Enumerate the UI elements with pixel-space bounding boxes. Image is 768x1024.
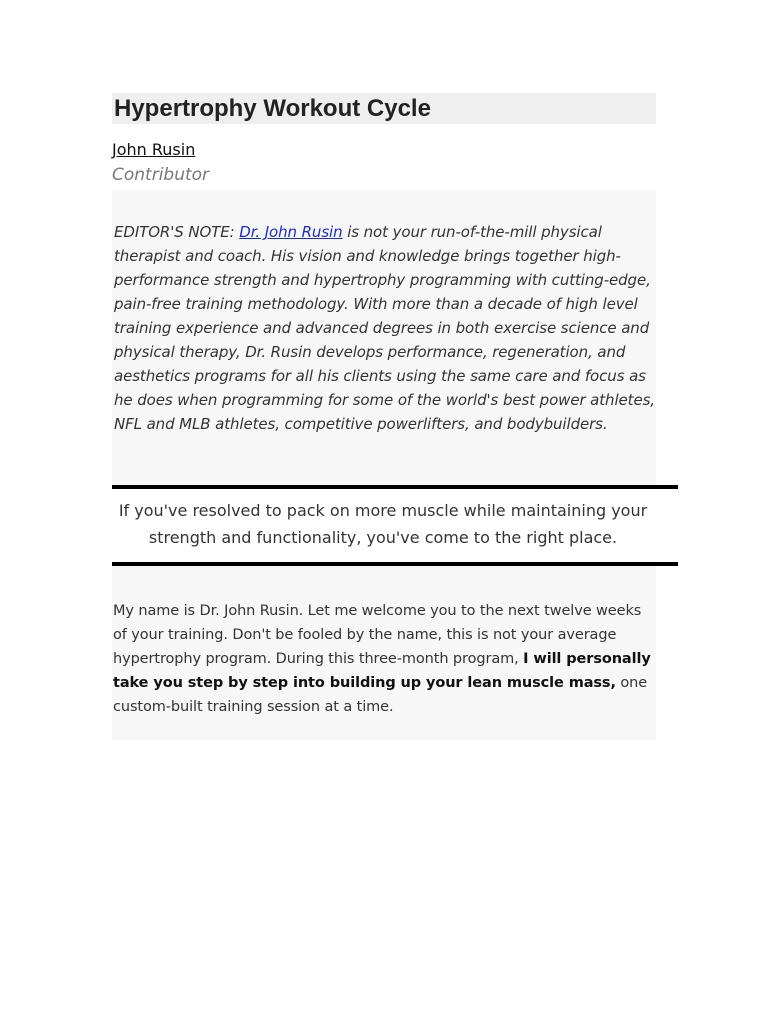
intro-line: My name is Dr. John Rusin. Let me welcome you to the next twelve weeks: [113, 603, 642, 619]
intro-line: custom-built training session at a time.: [113, 699, 394, 715]
intro-text: one: [620, 675, 648, 691]
editor-note-line: performance strength and hypertrophy programming with cutting-edge,: [114, 271, 651, 289]
editor-note-line: training experience and advanced degrees in both exercise science and: [114, 319, 650, 337]
article: [112, 93, 678, 740]
intro-panel: [112, 566, 656, 740]
pull-quote-line: strength and functionality, you've come to the right place.: [148, 528, 618, 547]
intro-line: [113, 671, 655, 695]
title-bar: [112, 93, 656, 124]
editor-note-line: therapist and coach. His vision and knowledge brings together high-: [114, 247, 621, 265]
article-title: Hypertrophy Workout Cycle: [114, 95, 431, 122]
editor-note-panel: [112, 190, 656, 485]
author-role: Contributor: [112, 165, 210, 185]
editor-note-text: is not your run-of-the-mill physical: [347, 223, 602, 241]
editor-note-line: physical therapy, Dr. Rusin develops performance, regeneration, and: [114, 343, 626, 361]
editor-note-label: EDITOR'S NOTE:: [114, 223, 235, 241]
intro-emphasis: I will personally: [523, 651, 651, 667]
pull-quote-line: If you've resolved to pack on more muscle while maintaining your: [118, 501, 648, 520]
intro-text: hypertrophy program. During this three-month program,: [113, 651, 519, 667]
intro-emphasis: take you step by step into building up your lean muscle mass,: [113, 675, 616, 691]
editor-note-line: NFL and MLB athletes, competitive powerlifters, and bodybuilders.: [114, 415, 608, 433]
editor-note: [114, 220, 654, 436]
pull-quote: [112, 489, 654, 562]
author-profile-link[interactable]: Dr. John Rusin: [239, 223, 343, 241]
intro-line: [113, 647, 655, 671]
intro-line: of your training. Don't be fooled by the name, this is not your average: [113, 627, 617, 643]
editor-note-line: aesthetics programs for all his clients using the same care and focus as: [114, 367, 646, 385]
intro-paragraph: [113, 599, 655, 719]
editor-note-line: [114, 220, 654, 244]
author-link[interactable]: John Rusin: [112, 140, 196, 159]
editor-note-line: pain-free training methodology. With more than a decade of high level: [114, 295, 638, 313]
editor-note-line: he does when programming for some of the world's best power athletes,: [114, 391, 655, 409]
